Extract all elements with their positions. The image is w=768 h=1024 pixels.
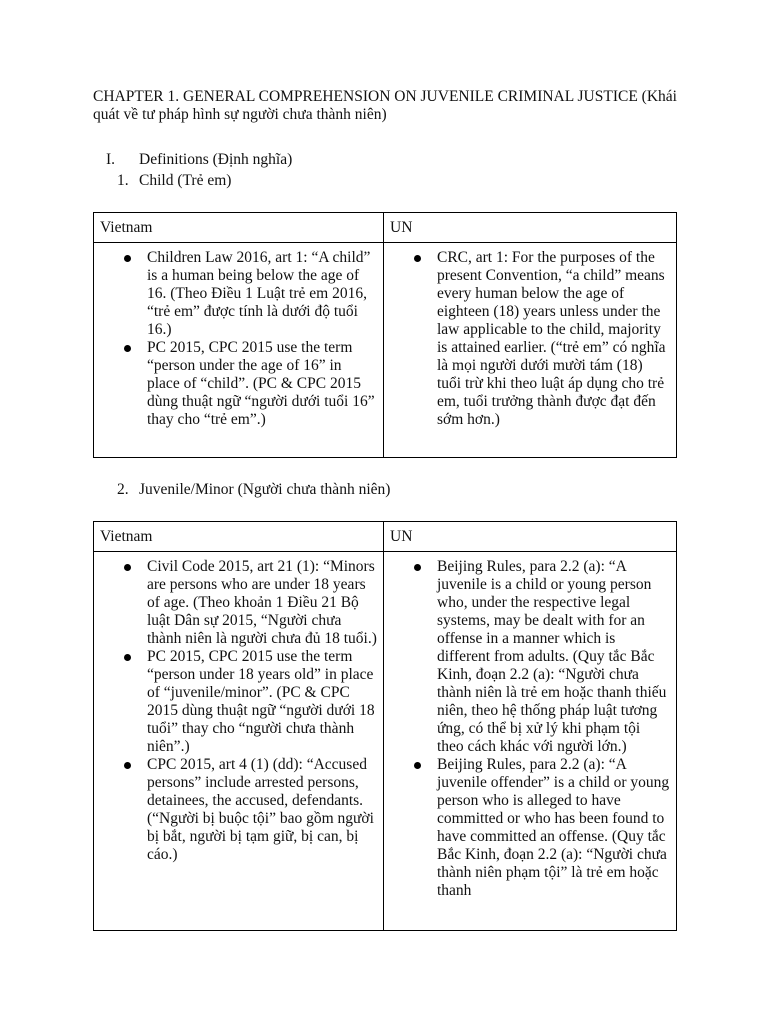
table-header-row (94, 522, 677, 552)
table-row (94, 243, 677, 458)
vietnam-cell (94, 243, 384, 458)
definition-table-juvenile (93, 521, 677, 931)
list-item (94, 249, 377, 339)
bullet-icon (414, 564, 421, 571)
bullet-icon (124, 255, 131, 262)
subsection-marker: 1. (117, 172, 129, 189)
list-item (384, 249, 670, 429)
bullet-icon (124, 564, 131, 571)
column-header-vietnam: Vietnam (94, 522, 384, 552)
list-item (94, 648, 377, 756)
section-title: Definitions (Định nghĩa) (139, 151, 293, 168)
column-header-un: UN (384, 522, 677, 552)
subsection-title: Child (Trẻ em) (139, 172, 232, 189)
bullet-icon (124, 762, 131, 769)
column-header-vietnam: Vietnam (94, 213, 384, 243)
chapter-title: CHAPTER 1. GENERAL COMPREHENSION ON JUVENILE CRIMINAL JUSTICE (Khái quát về tư pháp hình sự người chưa thành niên) (93, 88, 677, 123)
definition-table-child (93, 212, 677, 458)
section-marker: I. (106, 151, 116, 168)
un-cell (384, 552, 677, 931)
column-header-un: UN (384, 213, 677, 243)
list-item (384, 558, 670, 756)
vietnam-bullet-list (94, 552, 383, 870)
un-bullet-list (384, 243, 676, 435)
list-item-text: Children Law 2016, art 1: “A child” is a human being below the age of 16. (Theo Điều 1 Luật trẻ em 2016, “trẻ em” được tính là dưới độ tuổi 16.) (147, 249, 371, 338)
vietnam-bullet-list (94, 243, 383, 435)
un-cell (384, 243, 677, 458)
list-item-text: PC 2015, CPC 2015 use the term “person under the age of 16” in place of “child”. (PC & CPC 2015 dùng thuật ngữ “người dưới tuổi 16” thay cho “trẻ em”.) (147, 339, 375, 428)
vietnam-cell (94, 552, 384, 931)
list-item-text: PC 2015, CPC 2015 use the term “person under 18 years old” in place of “juvenile/minor”. (PC & CPC 2015 dùng thuật ngữ “người dưới 18 tuổi” thay cho “người chưa thành niên”.) (147, 648, 375, 755)
list-item-text: CRC, art 1: For the purposes of the present Convention, “a child” means every human below the age of eighteen (18) years unless under the law applicable to the child, majority is attained earlier. (“trẻ em” có nghĩa là mọi người dưới mười tám (18) tuổi trừ khi theo luật áp dụng cho trẻ em, tuổi trưởng thành được đạt đến sớm hơn.) (437, 249, 666, 428)
list-item (94, 339, 377, 429)
list-item-text: Beijing Rules, para 2.2 (a): “A juvenile offender” is a child or young person who is alleged to have committed or who has been found to have committed an offense. (Quy tắc Bắc Kinh, đoạn 2.2 (a): “Người chưa thành niên phạm tội” là trẻ em hoặc thanh (437, 756, 670, 899)
bullet-icon (414, 762, 421, 769)
list-item (94, 756, 377, 864)
list-item (384, 756, 670, 900)
subsection-marker: 2. (117, 481, 129, 498)
list-item-text: Civil Code 2015, art 21 (1): “Minors are persons who are under 18 years of age. (Theo khoản 1 Điều 21 Bộ luật Dân sự 2015, “Người chưa thành niên là người chưa đủ 18 tuổi.) (147, 558, 377, 647)
list-item (94, 558, 377, 648)
table-row (94, 552, 677, 931)
bullet-icon (124, 654, 131, 661)
bullet-icon (414, 255, 421, 262)
un-bullet-list (384, 552, 676, 906)
subsection-title: Juvenile/Minor (Người chưa thành niên) (139, 481, 391, 498)
table-header-row (94, 213, 677, 243)
bullet-icon (124, 345, 131, 352)
list-item-text: CPC 2015, art 4 (1) (dd): “Accused persons” include arrested persons, detainees, the accused, defendants. (“Người bị buộc tội” bao gồm người bị bắt, người bị tạm giữ, bị can, bị cáo.) (147, 756, 374, 863)
list-item-text: Beijing Rules, para 2.2 (a): “A juvenile is a child or young person who, under the respective legal systems, may be dealt with for an offense in a manner which is different from adults. (Quy tắc Bắc Kinh, đoạn 2.2 (a): “Người chưa thành niên là trẻ em hoặc thanh thiếu niên, theo hệ thống pháp luật tương ứng, có thể bị xử lý khi phạm tội theo cách khác với người lớn.) (437, 558, 667, 755)
